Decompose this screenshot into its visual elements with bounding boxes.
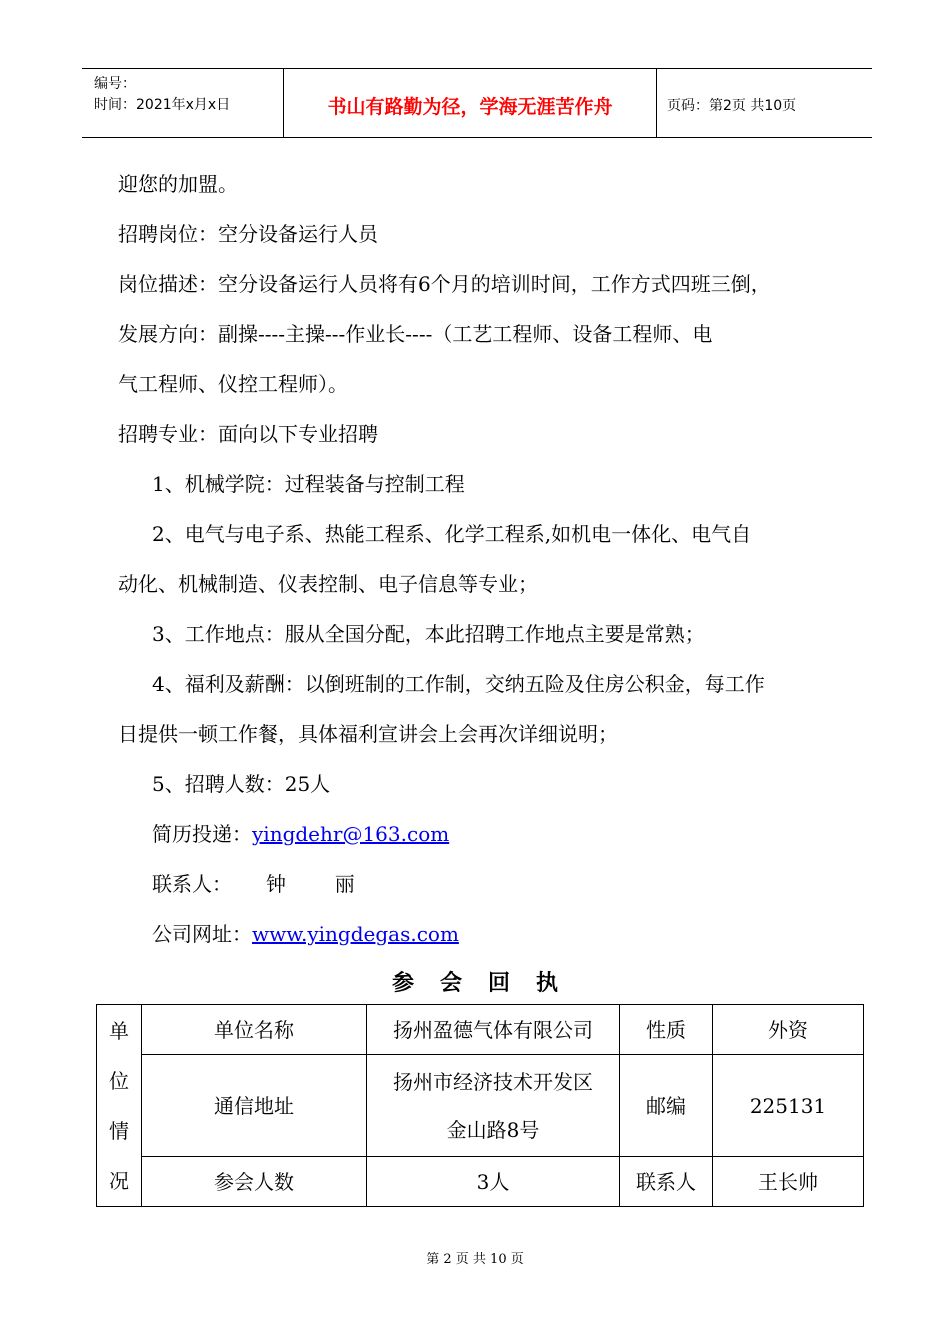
contact-person-label: 联系人	[620, 1157, 713, 1207]
text-line: 3、工作地点：服从全国分配，本此招聘工作地点主要是常熟；	[152, 622, 705, 646]
nature-value: 外资	[713, 1005, 864, 1055]
address-value: 扬州市经济技术开发区 金山路8号	[367, 1055, 620, 1157]
contact-name: 钟 丽	[266, 872, 367, 896]
header-meta	[82, 69, 284, 137]
postcode-label: 邮编	[620, 1055, 713, 1157]
form-title: 参会回执	[391, 971, 584, 996]
number-label: 编号：	[94, 76, 136, 92]
website-link[interactable]: www.yingdegas.com	[252, 922, 459, 946]
unit-side-label: 单 位 情 况	[97, 1005, 142, 1207]
receipt-table	[96, 1004, 864, 1207]
text-line: 2、电气与电子系、热能工程系、化学工程系,如机电一体化、电气自	[152, 522, 752, 546]
text-line: 招聘岗位：空分设备运行人员	[118, 222, 378, 246]
postcode-value: 225131	[713, 1055, 864, 1157]
text-line: 发展方向：副操----主操---作业长----（工艺工程师、设备工程师、电	[118, 322, 713, 346]
contact-label: 联系人：	[152, 872, 232, 896]
text-line: 岗位描述：空分设备运行人员将有6个月的培训时间，工作方式四班三倒，	[118, 272, 771, 296]
header-motto	[284, 69, 657, 137]
website-line	[152, 920, 459, 948]
website-label: 公司网址：	[152, 922, 252, 946]
page-info: 页码：第2页 共10页	[667, 97, 797, 114]
text-line: 迎您的加盟。	[118, 172, 238, 196]
unit-name-value: 扬州盈德气体有限公司	[367, 1005, 620, 1055]
page-footer: 第 2 页 共 10 页	[426, 1252, 524, 1267]
resume-label: 简历投递：	[152, 822, 252, 846]
text-line: 动化、机械制造、仪表控制、电子信息等专业；	[118, 572, 538, 596]
resume-line	[152, 820, 449, 848]
address-label: 通信地址	[142, 1055, 367, 1157]
text-line: 招聘专业：面向以下专业招聘	[118, 422, 378, 446]
motto-text: 书山有路勤为径，学海无涯苦作舟	[327, 95, 613, 118]
time-label: 时间：2021年x月x日	[94, 97, 231, 113]
text-line: 4、福利及薪酬：以倒班制的工作制，交纳五险及住房公积金，每工作	[152, 672, 765, 696]
text-line: 日提供一顿工作餐，具体福利宣讲会上会再次详细说明；	[118, 722, 618, 746]
text-line: 1、机械学院：过程装备与控制工程	[152, 472, 465, 496]
attendees-label: 参会人数	[142, 1157, 367, 1207]
resume-email-link[interactable]: yingdehr@163.com	[252, 822, 450, 846]
contact-line	[152, 870, 367, 898]
page-header	[82, 68, 872, 138]
attendees-value: 3人	[367, 1157, 620, 1207]
text-line: 5、招聘人数：25人	[152, 772, 331, 796]
nature-label: 性质	[620, 1005, 713, 1055]
unit-name-label: 单位名称	[142, 1005, 367, 1055]
contact-person-value: 王长帅	[713, 1157, 864, 1207]
text-line: 气工程师、仪控工程师）。	[118, 372, 348, 396]
